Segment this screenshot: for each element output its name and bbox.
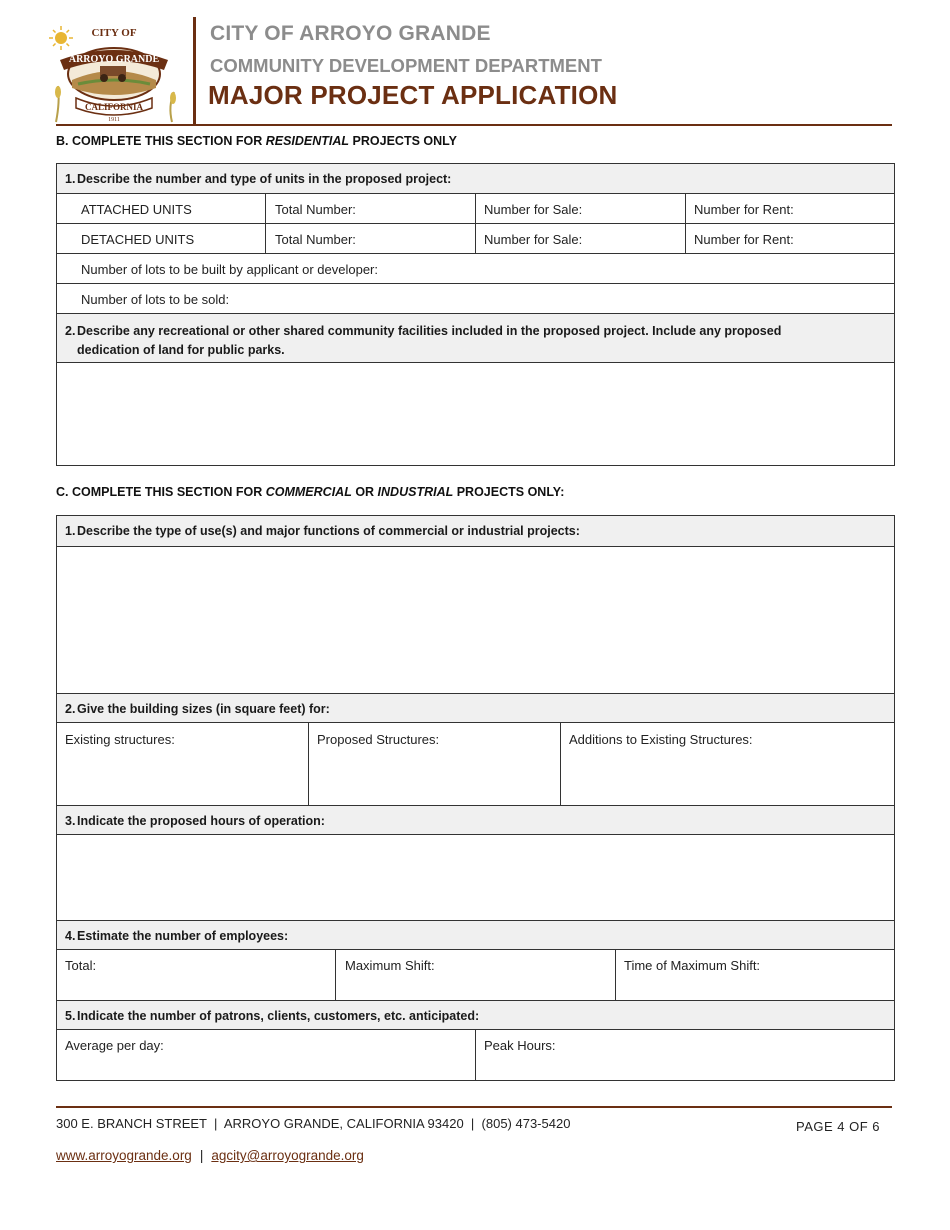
section-b-q1-header: 1. Describe the number and type of units in the proposed project:	[57, 164, 894, 194]
employees-total-field[interactable]: Total:	[65, 958, 97, 973]
section-c-q3-header: 3. Indicate the proposed hours of operation:	[57, 805, 894, 835]
use-functions-textarea[interactable]	[57, 547, 894, 693]
row-divider	[57, 253, 894, 254]
average-per-day-field[interactable]: Average per day:	[65, 1038, 164, 1053]
lots-sold-field[interactable]: Number of lots to be sold:	[81, 292, 230, 307]
section-b-heading: B. COMPLETE THIS SECTION FOR RESIDENTIAL PROJECTS ONLY	[56, 134, 457, 148]
website-link[interactable]: www.arroyogrande.org	[56, 1148, 192, 1163]
department-name: COMMUNITY DEVELOPMENT DEPARTMENT	[210, 55, 602, 76]
section-c-q4-header: 4. Estimate the number of employees:	[57, 920, 894, 950]
detached-sale-field[interactable]: Number for Sale:	[484, 232, 583, 247]
link-separator: |	[199, 1148, 204, 1163]
detached-total-field[interactable]: Total Number:	[275, 232, 356, 247]
existing-structures-field[interactable]: Existing structures:	[65, 732, 175, 747]
attached-rent-field[interactable]: Number for Rent:	[694, 202, 794, 217]
column-divider	[335, 950, 336, 1000]
city-name: CITY OF ARROYO GRANDE	[210, 22, 491, 45]
attached-sale-field[interactable]: Number for Sale:	[484, 202, 583, 217]
maximum-shift-field[interactable]: Maximum Shift:	[345, 958, 435, 973]
column-divider	[308, 723, 309, 805]
email-link[interactable]: agcity@arroyogrande.org	[211, 1148, 364, 1163]
section-b-q2-header: 2. Describe any recreational or other shared community facilities included in the proposed project. Include any proposed dedication of land for public parks.	[57, 313, 894, 363]
svg-text:ARROYO GRANDE: ARROYO GRANDE	[68, 54, 160, 65]
peak-hours-field[interactable]: Peak Hours:	[484, 1038, 556, 1053]
svg-text:1911: 1911	[108, 117, 120, 123]
column-divider	[560, 723, 561, 805]
column-divider	[265, 194, 266, 253]
section-c-heading: C. COMPLETE THIS SECTION FOR COMMERCIAL OR INDUSTRIAL PROJECTS ONLY:	[56, 485, 565, 499]
detached-units-label: DETACHED UNITS	[81, 232, 195, 247]
section-c-table	[56, 515, 895, 1081]
svg-text:CITY OF: CITY OF	[91, 27, 137, 39]
row-divider	[57, 283, 894, 284]
lots-built-field[interactable]: Number of lots to be built by applicant or developer:	[81, 262, 379, 277]
attached-units-label: ATTACHED UNITS	[81, 202, 192, 217]
page-number: PAGE 4 OF 6	[796, 1119, 881, 1134]
footer-rule	[56, 1106, 892, 1108]
column-divider	[685, 194, 686, 253]
footer-links	[56, 1148, 364, 1163]
community-facilities-textarea[interactable]	[57, 363, 894, 465]
proposed-structures-field[interactable]: Proposed Structures:	[317, 732, 440, 747]
additions-structures-field[interactable]: Additions to Existing Structures:	[569, 732, 753, 747]
city-seal-logo	[48, 22, 180, 124]
footer-address: 300 E. BRANCH STREET | ARROYO GRANDE, CALIFORNIA 93420 | (805) 473-5420	[56, 1116, 571, 1131]
time-of-maximum-shift-field[interactable]: Time of Maximum Shift:	[624, 958, 761, 973]
column-divider	[475, 1030, 476, 1080]
attached-total-field[interactable]: Total Number:	[275, 202, 356, 217]
svg-text:CALIFORNIA: CALIFORNIA	[84, 102, 144, 112]
detached-rent-field[interactable]: Number for Rent:	[694, 232, 794, 247]
column-divider	[615, 950, 616, 1000]
document-title: MAJOR PROJECT APPLICATION	[208, 80, 618, 110]
hours-of-operation-textarea[interactable]	[57, 835, 894, 920]
header-vertical-rule	[193, 17, 196, 125]
column-divider	[475, 194, 476, 253]
section-b-table	[56, 163, 895, 466]
section-c-q5-header: 5. Indicate the number of patrons, clients, customers, etc. anticipated:	[57, 1000, 894, 1030]
section-c-q1-header: 1. Describe the type of use(s) and major functions of commercial or industrial projects:	[57, 516, 894, 547]
header-rule	[56, 124, 892, 126]
section-c-q2-header: 2. Give the building sizes (in square feet) for:	[57, 693, 894, 723]
